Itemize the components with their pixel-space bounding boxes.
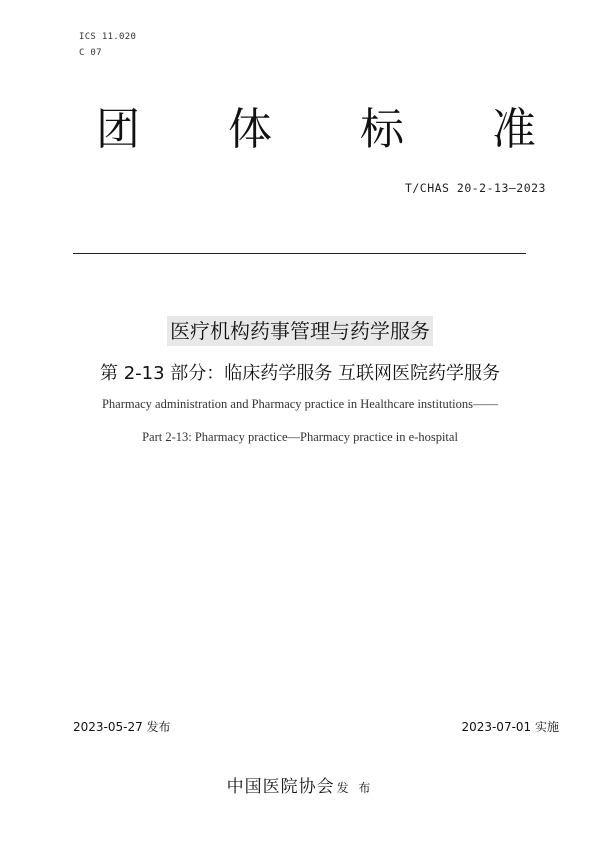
document-part-title: 第 2-13 部分：临床药学服务 互联网医院药学服务 [99,363,500,384]
standard-number: T/CHAS 20-2-13—2023 [404,181,546,195]
header-divider [73,253,526,254]
issuer [0,772,600,797]
english-title-line-1: Pharmacy administration and Pharmacy practice in Healthcare institutions—— [101,397,499,411]
issuer-organization: 中国医院协会 [226,777,335,797]
standard-type-char: 标 [360,104,404,155]
ics-code: ICS 11.020 [79,32,137,42]
standard-type-char: 准 [492,104,536,155]
standard-type-char: 团 [96,104,140,155]
ccs-code: C 07 [79,48,102,58]
issue-date: 2023-05-27 发布 [73,720,171,734]
implementation-date: 2023-07-01 实施 [461,720,559,734]
standard-type-heading [96,102,536,158]
document-title [0,316,600,346]
standard-type-char: 体 [228,104,272,155]
english-title-line-2: Part 2-13: Pharmacy practice—Pharmacy practice in e-hospital [142,430,458,444]
document-title-text: 医疗机构药事管理与药学服务 [167,316,433,346]
issuer-action: 发 布 [336,781,374,795]
